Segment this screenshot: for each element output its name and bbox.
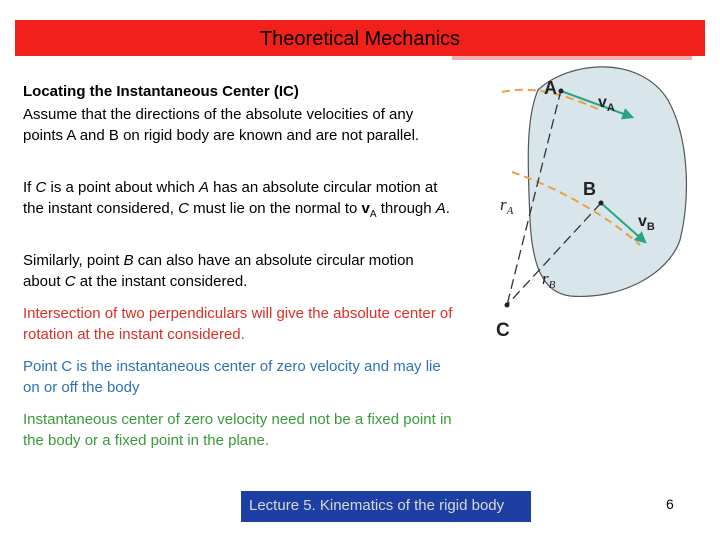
label-va-sub: A xyxy=(606,102,615,114)
paragraph-normal-to-va xyxy=(23,177,453,225)
label-b: B xyxy=(583,179,596,199)
paragraph-intersection: Intersection of two perpendiculars will give the absolute center of rotation at the instant considered. xyxy=(23,305,453,343)
footer-lecture-box xyxy=(241,491,531,522)
text-run: Similarly, point xyxy=(23,252,124,269)
text-run: is a point about which xyxy=(46,179,199,196)
label-ra-symbol: r xyxy=(500,195,507,214)
footer-lecture-label: Lecture 5. Kinematics of the rigid body xyxy=(249,497,505,514)
point-c-dot xyxy=(505,303,510,308)
page-number: 6 xyxy=(666,496,674,512)
text-run: at the instant considered. xyxy=(75,273,248,290)
label-ra-sub: A xyxy=(506,205,514,217)
label-a: A xyxy=(544,78,557,98)
paragraph-ic-definition: Point C is the instantaneous center of zero velocity and may lie on or off the body xyxy=(23,358,441,396)
label-vb-sub: B xyxy=(646,221,655,233)
point-b-italic: B xyxy=(123,252,134,269)
text-run: through xyxy=(376,200,436,217)
text-run: . xyxy=(445,200,450,217)
point-b-dot xyxy=(599,201,604,206)
point-c-italic: C xyxy=(35,179,47,196)
text-run: must lie on the normal to xyxy=(188,200,362,217)
text-run: If xyxy=(23,179,36,196)
velocity-subscript: A xyxy=(369,209,377,220)
paragraph-ic-not-fixed: Instantaneous center of zero velocity need not be a fixed point in the body or a fixed point in the plane. xyxy=(23,411,452,449)
point-c-italic: C xyxy=(178,200,189,217)
section-heading: Locating the Instantaneous Center (IC) xyxy=(23,83,299,100)
point-a-italic: A xyxy=(198,179,209,196)
label-va-symbol: v xyxy=(598,94,607,111)
paragraph-point-b xyxy=(23,250,453,292)
rigid-body-ic-diagram xyxy=(490,60,695,350)
paragraph-assumption: Assume that the directions of the absolute velocities of any points A and B on rigid body are known and are not parallel. xyxy=(23,106,420,144)
label-rb-symbol: r xyxy=(542,269,549,288)
text-run: can also have an absolute circular motion about xyxy=(23,252,414,290)
point-c-italic: C xyxy=(64,273,76,290)
velocity-symbol: v xyxy=(361,200,370,217)
label-rb-sub: B xyxy=(548,279,556,291)
page-title: Theoretical Mechanics xyxy=(259,28,461,50)
label-ra xyxy=(500,195,514,217)
label-vb-symbol: v xyxy=(638,213,647,230)
point-a-italic: A xyxy=(435,200,446,217)
label-c: C xyxy=(496,320,510,341)
point-a-dot xyxy=(559,89,564,94)
title-bar xyxy=(15,20,705,56)
text-run: has an absolute circular motion at the instant considered, xyxy=(23,179,438,217)
